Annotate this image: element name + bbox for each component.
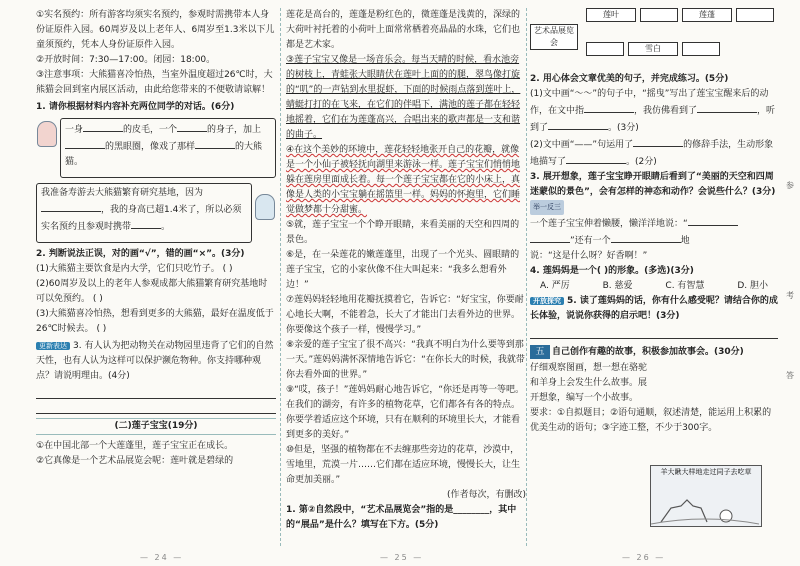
fill-line bbox=[530, 232, 778, 249]
story-para bbox=[286, 143, 526, 218]
fill-line bbox=[530, 215, 778, 232]
dialog-box-2 bbox=[36, 183, 252, 243]
story-para-text: ③莲子宝宝又像是一场音乐会。每当天晴的时候，看水池旁的树枝上，青蛙张大眼睛伏在莲叶上面的的腿，翠鸟像打旋的“叽”的一声钻到水里捉虾，下面的时候雨点落到莲叶上，蜻蜓打打的在飞来，在它们的伴唱下，满池的莲子都在轻轻地摇着，它们在为莲蓬高兴，合唱出来的歌声都是一支和谐的曲子。 bbox=[286, 55, 521, 140]
answer-paren[interactable]: ( ) bbox=[96, 324, 107, 334]
blank[interactable] bbox=[611, 232, 681, 243]
dialog2-text-a: 我准备寿游去大熊猫繁育研究基地，因为 bbox=[41, 188, 204, 198]
blank[interactable] bbox=[548, 119, 608, 130]
page-number: — 25 — bbox=[380, 553, 424, 562]
girl-avatar bbox=[37, 121, 57, 147]
sub-question-text: (2)文中画“——”句运用了 bbox=[530, 140, 634, 150]
story-para: ⑥是，在一朵莲花的嫩莲蓬里，出现了一个光头、圆眼睛的莲子宝宝，它的小家伙像不住大叫起来：“我多么想看外边！” bbox=[286, 250, 520, 290]
diagram-box: 莲蓬 bbox=[682, 8, 732, 22]
sub-question-text: 的修辞手法，生动形象地描写了 bbox=[530, 140, 774, 167]
blank[interactable] bbox=[697, 102, 757, 113]
question-5 bbox=[530, 294, 778, 324]
sub-question-text: ，我仿佛看到了 bbox=[634, 106, 698, 116]
blank[interactable] bbox=[131, 218, 161, 229]
camel-sheep-illustration bbox=[650, 465, 762, 527]
diagram-blank[interactable] bbox=[640, 8, 678, 22]
illustration-caption: 羊大瞅大样地走过同子去吃草 bbox=[660, 468, 752, 476]
story-para: ⑤就，莲子宝宝一个个睁开眼睛，来看美丽的天空和四周的景色。 bbox=[286, 220, 520, 245]
section-title: 自己创作有趣的故事，积极参加故事会。(30分) bbox=[552, 347, 744, 357]
story-para-text: ④在这个美妙的环境中，莲花轻轻地张开自己的花瓣，就像是一个小仙子被轻抚向湖里来游泳一样。莲子宝宝们悄悄地躲在莲房里面成长着。每一个莲子宝宝都在它的小床上，真像是人类的小宝宝躺在摇篮里一样。妈妈的怀抱里，它们睡觉做梦都十分甜蜜。 bbox=[286, 145, 521, 215]
blank[interactable] bbox=[195, 138, 235, 149]
rule-3: ③注意事项：大熊猫喜冷怕热，当室外温度超过26℃时，大熊猫会回到室内展区活动，由此给您带来的不便敬请谅解！ bbox=[36, 70, 273, 95]
dialog1-text-a: 一身 bbox=[65, 125, 84, 135]
blank[interactable] bbox=[688, 215, 738, 226]
side-tab-3: 答 bbox=[786, 371, 794, 380]
options-row bbox=[530, 279, 778, 294]
story-para-1: ①在中国北部一个大莲蓬里，莲子宝宝正在成长。 bbox=[36, 441, 234, 451]
tag-badge: 举一反三 bbox=[530, 200, 564, 215]
dialog1-text-e: 的大熊猫。 bbox=[65, 142, 263, 167]
answer-line[interactable] bbox=[36, 384, 276, 399]
story-para: ⑨“哎，孩子！”莲妈妈耐心地告诉它，“你还是再等一等吧。在我们的湖旁，有许多的植物花草，它们都各有各的特点。你要学着适应这个环境，只有在顺利的环境里长大，才能看到更多的美好。” bbox=[286, 385, 525, 440]
judge-1-text: (1)大熊猫主要饮食是内大学，它们只吃竹子。 bbox=[36, 264, 220, 274]
side-tab-1: 参 bbox=[786, 181, 794, 190]
option-c[interactable]: C. 有智慧 bbox=[665, 281, 705, 291]
blank[interactable] bbox=[177, 121, 207, 132]
judge-3-text: (3)大熊猫喜冷怕热，想看到更多的大熊猫，最好在温度低于26℃时候去。 bbox=[36, 309, 274, 334]
middle-column bbox=[286, 8, 526, 533]
side-tab-2: 考 bbox=[786, 291, 794, 300]
column-divider bbox=[280, 8, 281, 546]
fill-text: ”还有一个 bbox=[570, 236, 611, 246]
judge-2 bbox=[36, 277, 276, 307]
answer-line[interactable] bbox=[36, 399, 276, 414]
judge-2-text: (2)60周岁及以上的老年人参观成都大熊猫繁育研究基地时可以免预约。 bbox=[36, 279, 268, 304]
dialog2-text-c: 。 bbox=[161, 222, 171, 232]
diagram-box: 雪白 bbox=[628, 42, 678, 56]
dialog1-text-b: 的皮毛，一个 bbox=[123, 125, 178, 135]
task-instructions: 仔细观察图画，想一想在骆驼和羊身上会发生什么故事。展开想象，编写一个小故事。 bbox=[530, 363, 648, 403]
sub-question bbox=[530, 87, 778, 136]
sub-question-text: ，听到了 bbox=[530, 106, 776, 133]
right-column bbox=[530, 8, 778, 436]
story-para: ⑦莲妈妈轻轻地用花瓣抚摸着它，告诉它：“好宝宝，你要耐心地长大啊，不能着急，长大了才能出门去看外边的世界。你要像这个孩子一样，慢慢学习。” bbox=[286, 295, 524, 335]
tag-badge: 更新表达 bbox=[36, 342, 70, 350]
fill-text: 一个莲子宝宝伸着懒腰，懒洋洋地说：“ bbox=[530, 219, 688, 229]
diagram-main-box: 艺术品展览会 bbox=[530, 24, 578, 50]
question-1: 1. 第②自然段中，“艺术品展览会”指的是________，其中的“展品”是什么？填写在下方。(5分) bbox=[286, 505, 517, 530]
blank[interactable] bbox=[633, 136, 683, 147]
sub-question-text: 。(3分) bbox=[608, 123, 639, 133]
blank[interactable] bbox=[530, 232, 570, 243]
dialog1-text-d: 的黑眼圈，像戏了那样 bbox=[105, 142, 196, 152]
fill-text: 地 bbox=[680, 236, 690, 246]
camel-icon bbox=[651, 486, 759, 526]
question-3: 3. 展开想象，莲子宝宝睁开眼睛后看到了“美丽的天空和四周迷蒙似的景色”，会有怎样的神态和动作？会说些什么？(3分) bbox=[530, 172, 776, 197]
left-column bbox=[36, 8, 276, 469]
dialog1-text-c: 的身子，加上 bbox=[207, 125, 262, 135]
sub-question-text: (1)文中画“～～”的句子中，“摇曳”写出了莲宝宝醒来后的动作，在文中指 bbox=[530, 89, 769, 116]
dialog2-text-b: ，我的身高已超1.4米了，所以必须实名预约且参观时携带 bbox=[41, 205, 242, 232]
column-divider bbox=[526, 8, 527, 546]
diagram bbox=[530, 8, 778, 68]
section-number: 五 bbox=[530, 345, 550, 359]
page-number: — 24 — bbox=[140, 553, 184, 562]
question-3 bbox=[36, 339, 276, 384]
question-2: 2. 用心体会文章优美的句子，并完成练习。(5分) bbox=[530, 74, 729, 84]
blank[interactable] bbox=[584, 102, 634, 113]
tag-badge: 开放探究 bbox=[530, 297, 564, 305]
option-d[interactable]: D. 胆小 bbox=[737, 281, 768, 291]
question-1: 1. 请你根据材料内容补充两位同学的对话。(6分) bbox=[36, 102, 235, 112]
diagram-blank[interactable] bbox=[682, 42, 720, 56]
story-para: 莲花是高台的，莲蓬是粉红色的，微莲蓬是浅黄的，深绿的大荷叶衬托着的小荷叶上面常常栖着亮晶晶的水珠，它们也都是艺术家。 bbox=[286, 10, 521, 50]
sub-question-text: 。(2分) bbox=[626, 157, 657, 167]
question-2: 2. 判断说法正误，对的画“√”，错的画“×”。(3分) bbox=[36, 249, 245, 259]
judge-3 bbox=[36, 307, 276, 337]
diagram-blank[interactable] bbox=[586, 42, 624, 56]
diagram-box: 莲叶 bbox=[586, 8, 636, 22]
fill-line: 说：“这是什么呀？好香啊！” bbox=[530, 251, 648, 261]
question-4: 4. 莲妈妈是一个( )的形象。(多选)(3分) bbox=[530, 266, 694, 276]
rule-1: ①实名预约：所有游客均须实名预约，参观时需携带本人身份证原件入园。60周岁及以上老年人、6周岁至1.3米以下儿童须预约，凭本人身份证原件入园。 bbox=[36, 10, 275, 50]
question-5-text: 5. 读了莲妈妈的话，你有什么感受呢？请结合你的成长体验，说说你获得的启示吧！(3分) bbox=[530, 296, 778, 321]
blank[interactable] bbox=[83, 121, 123, 132]
answer-line[interactable] bbox=[530, 324, 778, 339]
page-number: — 26 — bbox=[622, 553, 666, 562]
sub-question bbox=[530, 136, 778, 170]
answer-paren[interactable]: ( ) bbox=[222, 264, 233, 274]
diagram-blank[interactable] bbox=[736, 8, 774, 22]
story-para: ⑩但是，坚强的植物都在不去缠那些旁边的花草，沙漠中，雪地里，荒漠一片……它们都在适应环境，慢慢长大，让生命更加美丽。” bbox=[286, 445, 521, 485]
rule-2: ②开放时间：7:30—17:00。闭园：18:00。 bbox=[36, 55, 216, 65]
story-para: ⑧亲爱的莲子宝宝了很不高兴：“我真不明白为什么要等到那一天。”莲妈妈满怀深情地告诉它：“在你长大的时候，我就带你去看外面的世界。” bbox=[286, 340, 525, 380]
question-3-text: 3. 有人认为把动物关在动物园里违背了它们的自然天性，也有人认为这样可以保护濒危物种。你支持哪种观点？请说明理由。(4分) bbox=[36, 341, 274, 381]
answer-paren[interactable]: ( ) bbox=[92, 294, 103, 304]
source-note: (作者每次，有删改) bbox=[446, 490, 526, 500]
boy-avatar bbox=[255, 194, 275, 220]
dialog-box-1 bbox=[60, 118, 276, 178]
judge-1 bbox=[36, 262, 276, 277]
tag-line bbox=[530, 200, 778, 215]
section-five bbox=[530, 345, 778, 361]
story-para-2: ②它真像是一个艺术品展览会呢：莲叶就是碧绿的 bbox=[36, 456, 234, 466]
blank[interactable] bbox=[65, 138, 105, 149]
option-b[interactable]: B. 慈爱 bbox=[602, 281, 633, 291]
section-title: (二)莲子宝宝(19分) bbox=[36, 418, 276, 435]
blank[interactable] bbox=[566, 153, 626, 164]
task-requirements: 要求：①自拟题目；②语句通顺，叙述清楚，能运用上积累的优美生动的语句；③字迹工整，不少于300字。 bbox=[530, 408, 772, 433]
option-a[interactable]: A. 严厉 bbox=[540, 281, 570, 291]
story-para bbox=[286, 53, 526, 143]
blank[interactable] bbox=[41, 201, 101, 212]
